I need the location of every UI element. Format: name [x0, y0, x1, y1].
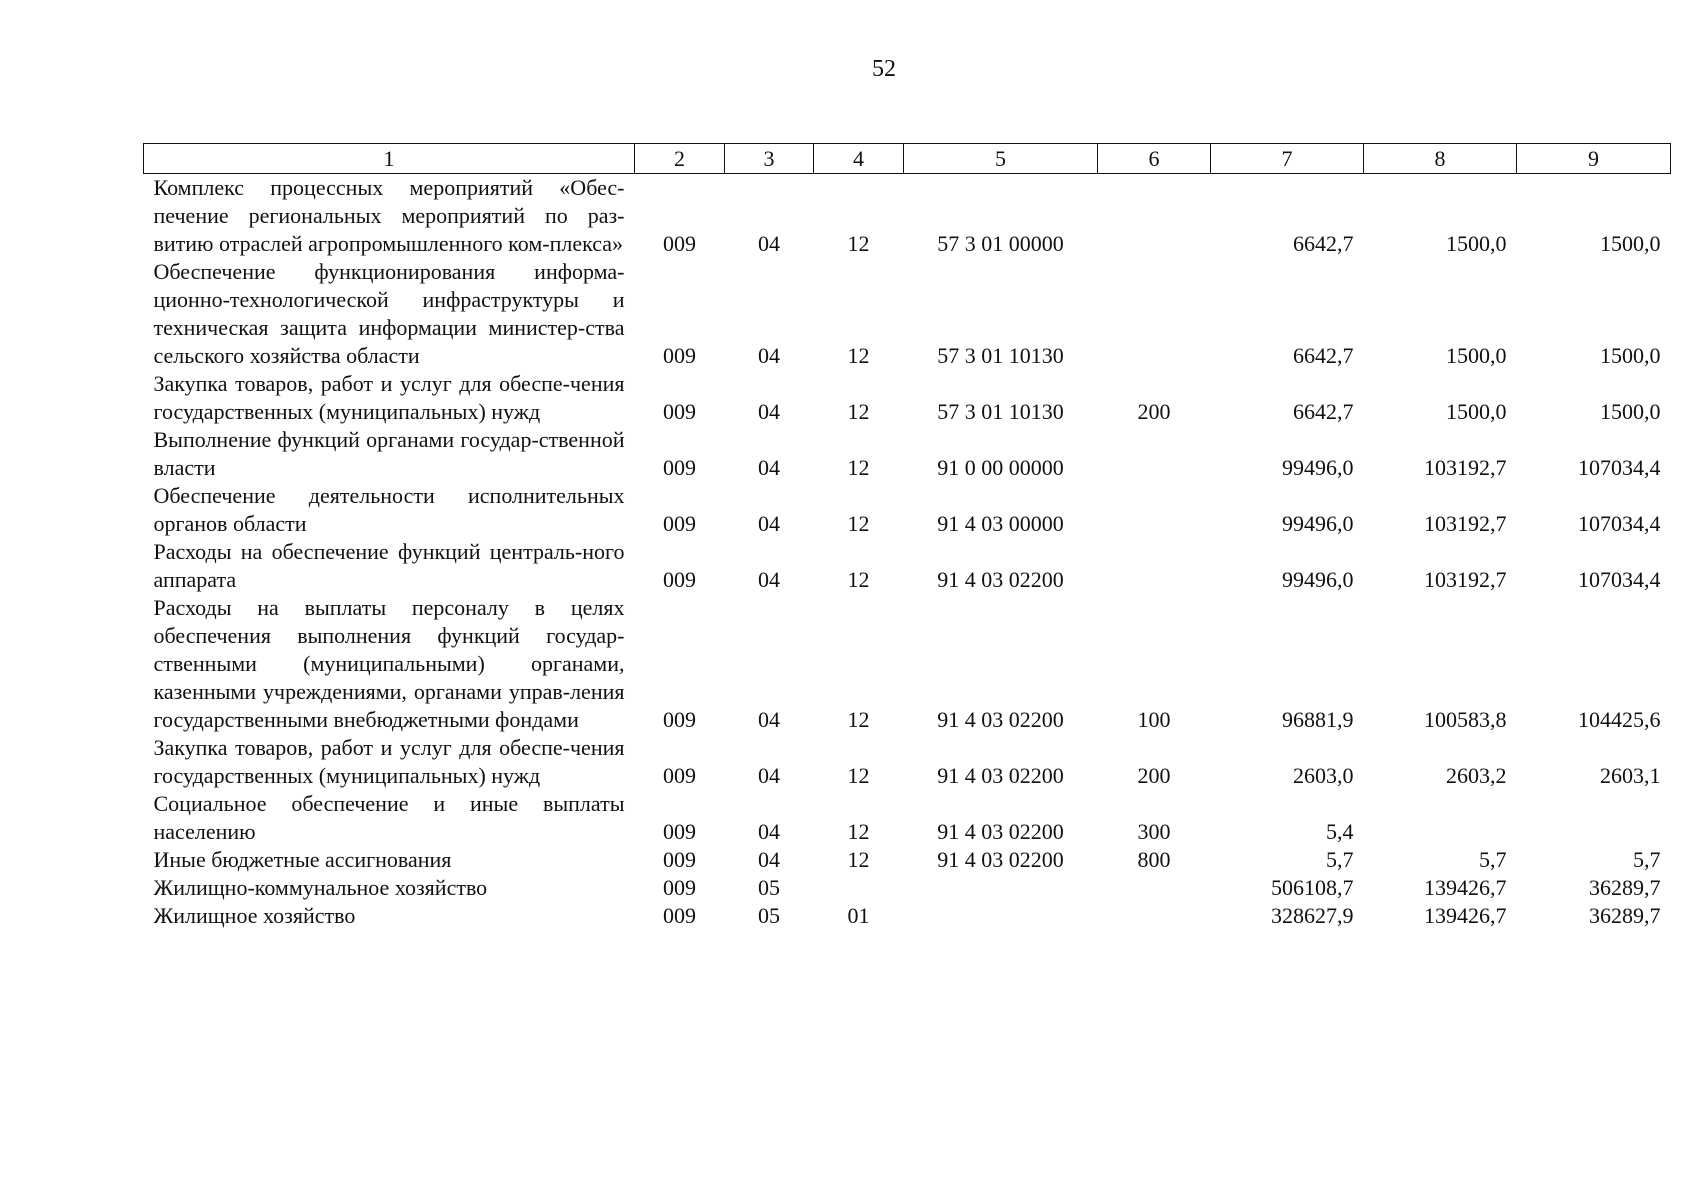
amount-col9-cell: 1500,0 — [1600, 399, 1661, 424]
expense-type-cell — [1098, 426, 1211, 482]
amount-col8-cell: 100583,8 — [1424, 707, 1507, 732]
header-row — [144, 144, 1671, 174]
table-row — [144, 846, 1671, 874]
target-item-cell: 91 4 03 02200 — [937, 707, 1064, 732]
budget-table — [143, 143, 1671, 930]
table-row — [144, 482, 1671, 538]
amount-col8-cell: 103192,7 — [1424, 511, 1507, 536]
table-row — [144, 902, 1671, 930]
amount-col8-cell — [1364, 790, 1517, 846]
admin-code-cell: 009 — [663, 763, 696, 788]
amount-col8-cell: 139426,7 — [1424, 903, 1507, 928]
subsection-cell: 12 — [847, 455, 870, 480]
amount-col8-cell: 1500,0 — [1446, 343, 1507, 368]
row-name-cell: Закупка товаров, работ и услуг для обеспе-чения государственных (муниципальных) нужд — [153, 371, 625, 424]
subsection-cell — [814, 874, 904, 902]
column-header: 1 — [144, 144, 635, 174]
table-row — [144, 790, 1671, 846]
column-header: 7 — [1211, 144, 1364, 174]
amount-col9-cell: 5,7 — [1633, 847, 1661, 872]
subsection-cell: 12 — [847, 399, 870, 424]
amount-col9-cell: 107034,4 — [1578, 455, 1661, 480]
amount-col9-cell: 104425,6 — [1578, 707, 1661, 732]
row-name-cell: Закупка товаров, работ и услуг для обеспе-чения государственных (муниципальных) нужд — [153, 735, 625, 788]
expense-type-cell — [1098, 902, 1211, 930]
page-number: 52 — [872, 56, 896, 82]
target-item-cell: 91 4 03 00000 — [937, 511, 1064, 536]
section-cell: 04 — [758, 455, 780, 480]
amount-col7-cell: 99496,0 — [1282, 567, 1354, 592]
admin-code-cell: 009 — [663, 847, 696, 872]
amount-col9-cell: 1500,0 — [1600, 343, 1661, 368]
amount-col8-cell: 1500,0 — [1446, 399, 1507, 424]
expense-type-cell: 800 — [1137, 847, 1171, 872]
amount-col9-cell: 107034,4 — [1578, 567, 1661, 592]
subsection-cell: 12 — [847, 847, 870, 872]
expense-type-cell: 100 — [1137, 707, 1171, 732]
admin-code-cell: 009 — [663, 903, 696, 928]
row-name-cell: Жилищное хозяйство — [153, 903, 356, 928]
admin-code-cell: 009 — [663, 567, 696, 592]
expense-type-cell — [1098, 874, 1211, 902]
section-cell: 04 — [758, 567, 780, 592]
expense-type-cell — [1098, 258, 1211, 370]
column-header: 3 — [725, 144, 814, 174]
amount-col7-cell: 99496,0 — [1282, 455, 1354, 480]
table-row — [144, 538, 1671, 594]
amount-col9-cell: 107034,4 — [1578, 511, 1661, 536]
column-header: 9 — [1517, 144, 1671, 174]
row-name-cell: Расходы на выплаты персоналу в целях обеспечения выполнения функций государ-ственными (муниципальными) органами, казенными учреждениями, органами управ-ления государственными внебюджетными фондами — [153, 595, 625, 732]
subsection-cell: 12 — [847, 511, 870, 536]
expense-type-cell: 200 — [1137, 399, 1171, 424]
table-row — [144, 174, 1671, 259]
amount-col9-cell — [1517, 790, 1671, 846]
amount-col8-cell: 1500,0 — [1446, 231, 1507, 256]
row-name-cell: Обеспечение деятельности исполнительных органов области — [153, 483, 625, 536]
section-cell: 04 — [758, 511, 780, 536]
admin-code-cell: 009 — [663, 819, 696, 844]
column-header: 6 — [1098, 144, 1211, 174]
row-name-cell: Обеспечение функционирования информа-ционно-технологической инфраструктуры и техническая защита информации министер-ства сельского хозяйства области — [153, 259, 625, 368]
subsection-cell: 12 — [847, 567, 870, 592]
column-header: 8 — [1364, 144, 1517, 174]
amount-col8-cell: 2603,2 — [1446, 763, 1507, 788]
section-cell: 05 — [758, 903, 780, 928]
amount-col9-cell: 1500,0 — [1600, 231, 1661, 256]
column-header: 4 — [814, 144, 904, 174]
row-name-cell: Расходы на обеспечение функций централь-ного аппарата — [153, 539, 625, 592]
target-item-cell: 91 0 00 00000 — [937, 455, 1064, 480]
target-item-cell — [904, 902, 1098, 930]
admin-code-cell: 009 — [663, 511, 696, 536]
amount-col8-cell: 103192,7 — [1424, 455, 1507, 480]
table-row — [144, 874, 1671, 902]
amount-col8-cell: 139426,7 — [1424, 875, 1507, 900]
column-header: 2 — [635, 144, 725, 174]
amount-col9-cell: 36289,7 — [1589, 903, 1661, 928]
admin-code-cell: 009 — [663, 231, 696, 256]
target-item-cell — [904, 874, 1098, 902]
amount-col7-cell: 2603,0 — [1293, 763, 1354, 788]
amount-col7-cell: 99496,0 — [1282, 511, 1354, 536]
subsection-cell: 01 — [847, 903, 870, 928]
amount-col7-cell: 506108,7 — [1271, 875, 1354, 900]
row-name-cell: Иные бюджетные ассигнования — [153, 847, 452, 872]
target-item-cell: 91 4 03 02200 — [937, 819, 1064, 844]
subsection-cell: 12 — [847, 707, 870, 732]
table-body — [144, 174, 1671, 931]
table-row — [144, 734, 1671, 790]
section-cell: 04 — [758, 763, 780, 788]
expense-type-cell — [1098, 482, 1211, 538]
subsection-cell: 12 — [847, 819, 870, 844]
admin-code-cell: 009 — [663, 455, 696, 480]
amount-col7-cell: 6642,7 — [1293, 399, 1354, 424]
target-item-cell: 57 3 01 00000 — [937, 231, 1064, 256]
admin-code-cell: 009 — [663, 707, 696, 732]
amount-col9-cell: 2603,1 — [1600, 763, 1661, 788]
amount-col7-cell: 328627,9 — [1271, 903, 1354, 928]
table-row — [144, 258, 1671, 370]
table-row — [144, 426, 1671, 482]
amount-col9-cell: 36289,7 — [1589, 875, 1661, 900]
section-cell: 04 — [758, 343, 780, 368]
row-name-cell: Выполнение функций органами государ-ственной власти — [153, 427, 625, 480]
subsection-cell: 12 — [847, 763, 870, 788]
table-row — [144, 370, 1671, 426]
admin-code-cell: 009 — [663, 343, 696, 368]
target-item-cell: 91 4 03 02200 — [937, 567, 1064, 592]
expense-type-cell: 300 — [1137, 819, 1171, 844]
amount-col7-cell: 6642,7 — [1293, 231, 1354, 256]
section-cell: 05 — [758, 875, 780, 900]
admin-code-cell: 009 — [663, 399, 696, 424]
expense-type-cell — [1098, 174, 1211, 259]
amount-col7-cell: 96881,9 — [1282, 707, 1354, 732]
target-item-cell: 91 4 03 02200 — [937, 847, 1064, 872]
subsection-cell: 12 — [847, 231, 870, 256]
section-cell: 04 — [758, 819, 780, 844]
row-name-cell: Комплекс процессных мероприятий «Обес-печение региональных мероприятий по раз-витию отраслей агропромышленного ком-плекса» — [153, 175, 625, 256]
target-item-cell: 57 3 01 10130 — [937, 399, 1064, 424]
admin-code-cell: 009 — [663, 875, 696, 900]
subsection-cell: 12 — [847, 343, 870, 368]
expense-type-cell — [1098, 538, 1211, 594]
amount-col8-cell: 103192,7 — [1424, 567, 1507, 592]
section-cell: 04 — [758, 399, 780, 424]
section-cell: 04 — [758, 847, 780, 872]
section-cell: 04 — [758, 231, 780, 256]
row-name-cell: Социальное обеспечение и иные выплаты населению — [153, 791, 625, 844]
column-header: 5 — [904, 144, 1098, 174]
amount-col8-cell: 5,7 — [1479, 847, 1507, 872]
target-item-cell: 91 4 03 02200 — [937, 763, 1064, 788]
row-name-cell: Жилищно-коммунальное хозяйство — [153, 875, 488, 900]
section-cell: 04 — [758, 707, 780, 732]
table-row — [144, 594, 1671, 734]
target-item-cell: 57 3 01 10130 — [937, 343, 1064, 368]
amount-col7-cell: 5,4 — [1326, 819, 1354, 844]
amount-col7-cell: 6642,7 — [1293, 343, 1354, 368]
expense-type-cell: 200 — [1137, 763, 1171, 788]
amount-col7-cell: 5,7 — [1326, 847, 1354, 872]
